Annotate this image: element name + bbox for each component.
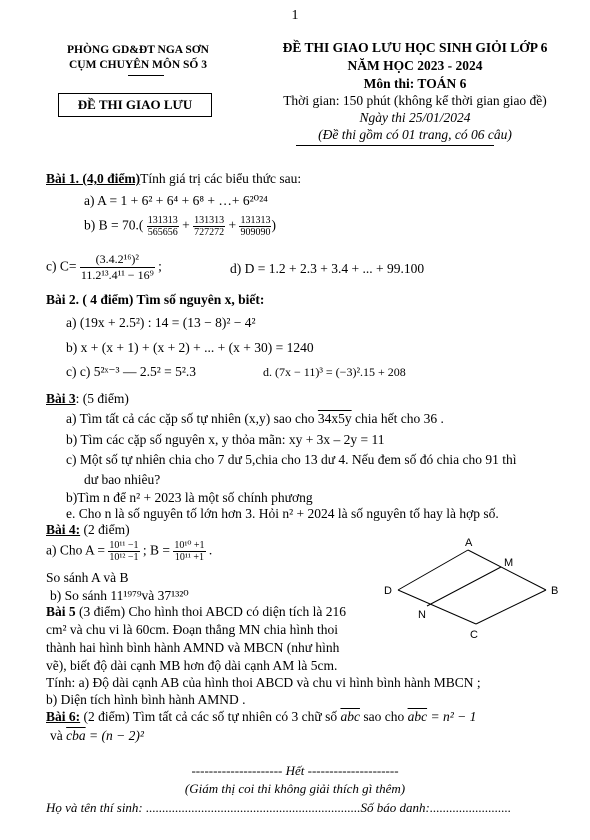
edge-da: [398, 550, 468, 590]
bai3-heading: Bài 3: [46, 391, 76, 406]
bai6-eq1: = n² − 1: [427, 709, 477, 724]
label-a: A: [465, 537, 473, 549]
bai3-a-number: 34x5y: [317, 411, 352, 426]
bai5-heading: Bài 5: [46, 604, 76, 619]
bai3-c-line1: c) Một số tự nhiên chia cho 7 dư 5,chia cho 13 dư 4. Nếu đem số đó chia cho 91 thì: [66, 452, 517, 467]
bai4-heading: Bài 4:: [46, 522, 81, 537]
bai1-heading: Bài 1. (4,0 điểm): [46, 171, 141, 186]
bai2-b: b) x + (x + 1) + (x + 2) + ... + (x + 30) = 1240: [66, 340, 314, 355]
bai6-cba: $\overline{cba}$: [66, 728, 86, 743]
bai3-a-post: chia hết cho 36 .: [351, 411, 444, 426]
bai5-line5: Tính: a) Độ dài cạnh AB của hình thoi ABCD và chu vi hình bình hành MBCN ;: [46, 675, 481, 690]
bai3-a: [66, 411, 444, 427]
frac-numerator: 10¹¹ −1: [109, 540, 139, 551]
subject: Môn thi: TOÁN 6: [363, 76, 467, 91]
bai4-heading-line: [46, 522, 130, 538]
frac-numerator: 131313: [194, 215, 225, 226]
bai5-line3: thành hai hình bình hành AMND và MBCN (như hình: [46, 640, 340, 655]
exam-type-box: ĐỀ THI GIAO LƯU: [58, 93, 212, 117]
page-note: (Đề thi gồm có 01 trang, có 06 câu): [318, 127, 512, 142]
bai4-A-frac: [108, 540, 139, 563]
frac-denominator: 10¹² −1: [109, 552, 139, 563]
bai4-b: b) So sánh 11¹⁹⁷⁹và 37¹³²⁰: [50, 588, 189, 603]
bai2-d: d. (7x − 11)³ = (−3)².15 + 208: [263, 365, 406, 379]
dept-name: PHÒNG GD&ĐT NGA SƠN: [67, 44, 209, 56]
bai4-a: a) Cho A = $\frac{\text{10¹¹ −1}}{\text{10¹² −1}}$ ; B = $\frac{\text{10¹⁰ +1}}{\text{10¹¹ +1}}$ .: [46, 540, 213, 563]
bai6-abc-2: $\overline{abc}$: [407, 709, 428, 724]
bai6-text-b: sao cho: [359, 709, 408, 724]
bai4-compare: So sánh A và B: [46, 570, 129, 585]
label-c: C: [470, 629, 478, 641]
bai5-text-1: (3 điểm) Cho hình thoi ABCD có diện tích là 216: [75, 604, 346, 619]
cluster-underline: [128, 75, 164, 76]
bai4-B-frac: [173, 540, 205, 563]
bai1-b-prefix: b) B = 70.(: [84, 217, 144, 233]
bai1-text: Tính giá trị các biểu thức sau:: [140, 171, 302, 186]
frac-denominator: 11.2¹³.4¹¹ − 16⁹: [80, 268, 154, 282]
label-d: D: [384, 585, 392, 597]
bai4-a-pre: a) Cho A =: [46, 542, 105, 558]
bai1-b-frac-2: [193, 215, 225, 238]
bai1-heading-line: [46, 171, 301, 187]
exam-title: ĐỀ THI GIAO LƯU HỌC SINH GIỎI LỚP 6: [282, 40, 548, 55]
bai2-c: c) c) 5²ˣ⁻³ — 2.5² = 5².3: [66, 364, 197, 379]
bai3-heading-line: [46, 391, 129, 407]
bai1-c: c) C= $\frac{\text{(3.4.2¹⁶)²}}{\text{11.2¹³.4¹¹ − 16⁹}}$ ;: [46, 252, 162, 282]
rhombus-figure: [380, 534, 580, 644]
bai4-B-pre: ; B =: [142, 542, 171, 558]
time-limit: Thời gian: 150 phút (không kể thời gian giao đề): [283, 93, 547, 108]
bai1-b-frac-1: [147, 215, 179, 238]
label-m: M: [504, 557, 514, 569]
frac-denominator: 909090: [240, 227, 271, 238]
bai3-c-line2: dư bao nhiêu?: [84, 472, 161, 487]
bai3-d: b)Tìm n để n² + 2023 là một số chính phương: [66, 490, 313, 505]
bai5-line2: cm² và chu vi là 60cm. Đoạn thẳng MN chia hình thoi: [46, 622, 338, 637]
cluster-name: [48, 59, 228, 71]
frac-numerator: 131313: [240, 215, 271, 226]
label-n: N: [418, 609, 426, 621]
bai1-c-prefix: c) C=: [46, 258, 77, 274]
bai6-eq2: = (n − 2)²: [85, 728, 144, 743]
end-marker: --------------------- Hết ---------------------: [191, 763, 399, 778]
candidate-info: Họ và tên thí sinh: ..................................................................Số báo danh:.........................: [46, 800, 512, 815]
label-b: B: [551, 585, 559, 597]
exam-date: Ngày thi 25/01/2024: [359, 110, 471, 125]
bai2-a: a) (19x + 2.5²) : 14 = (13 − 8)² − 4²: [66, 315, 256, 330]
frac-denominator: 10¹¹ +1: [174, 552, 205, 563]
bai1-a: a) A = 1 + 6² + 6⁴ + 6⁸ + …+ 6²⁰²⁴: [84, 193, 268, 208]
bai6-text-2: và: [50, 728, 67, 743]
note-underline: [296, 145, 494, 146]
school-year: NĂM HỌC 2023 - 2024: [347, 58, 483, 73]
bai5-line4: vẽ), biết độ dài cạnh MB hơn độ dài cạnh AM là 5cm.: [46, 658, 338, 673]
frac-denominator: 565656: [147, 227, 178, 238]
bai1-c-frac: [80, 252, 155, 283]
edge-ab: [468, 550, 546, 590]
bai6-line2: [50, 728, 144, 744]
bai2-heading: Bài 2. ( 4 điểm) Tìm số nguyên x, biết:: [46, 292, 265, 307]
segment-mn: [427, 567, 501, 606]
bai3-b: b) Tìm các cặp số nguyên x, y thỏa mãn: xy + 3x – 2y = 11: [66, 432, 385, 447]
bai6-abc: $\overline{abc}$: [340, 709, 360, 724]
bai3-a-pre: a) Tìm tất cả các cặp số tự nhiên (x,y) sao cho: [66, 411, 318, 426]
page-number: 1: [291, 8, 299, 23]
frac-numerator: 10¹⁰ +1: [174, 540, 205, 551]
bai1-b-frac-3: [239, 215, 271, 238]
edge-bc: [476, 590, 546, 624]
bai6-text: (2 điểm) Tìm tất cả các số tự nhiên có 3 chữ số: [80, 709, 341, 724]
bai3-e: e. Cho n là số nguyên tố lớn hơn 3. Hỏi n² + 2024 là số nguyên tố hay là hợp số.: [66, 506, 499, 521]
bai5-line1: [46, 604, 346, 620]
frac-numerator: (3.4.2¹⁶)²: [80, 252, 155, 268]
edge-cd: [398, 590, 476, 624]
cluster-text: CỤM CHUYÊN MÔN SỐ 3: [69, 59, 207, 71]
bai6-heading: Bài 6:: [46, 709, 81, 724]
frac-numerator: 131313: [147, 215, 178, 226]
bai1-b: b) B = 70.( $\frac{131313}{565656}$ + $\frac{131313}{727272}$ + $\frac{131313}{909090}$ ): [84, 215, 276, 238]
bai3-points: : (5 điểm): [75, 391, 129, 406]
frac-denominator: 727272: [194, 227, 225, 238]
proctor-note: (Giám thị coi thi không giải thích gì thêm): [184, 781, 406, 796]
bai4-points: (2 điểm): [80, 522, 130, 537]
bai1-d: d) D = 1.2 + 2.3 + 3.4 + ... + 99.100: [230, 261, 425, 276]
bai6-line1: [46, 709, 476, 725]
bai5-line6: b) Diện tích hình bình hành AMND .: [46, 692, 246, 707]
